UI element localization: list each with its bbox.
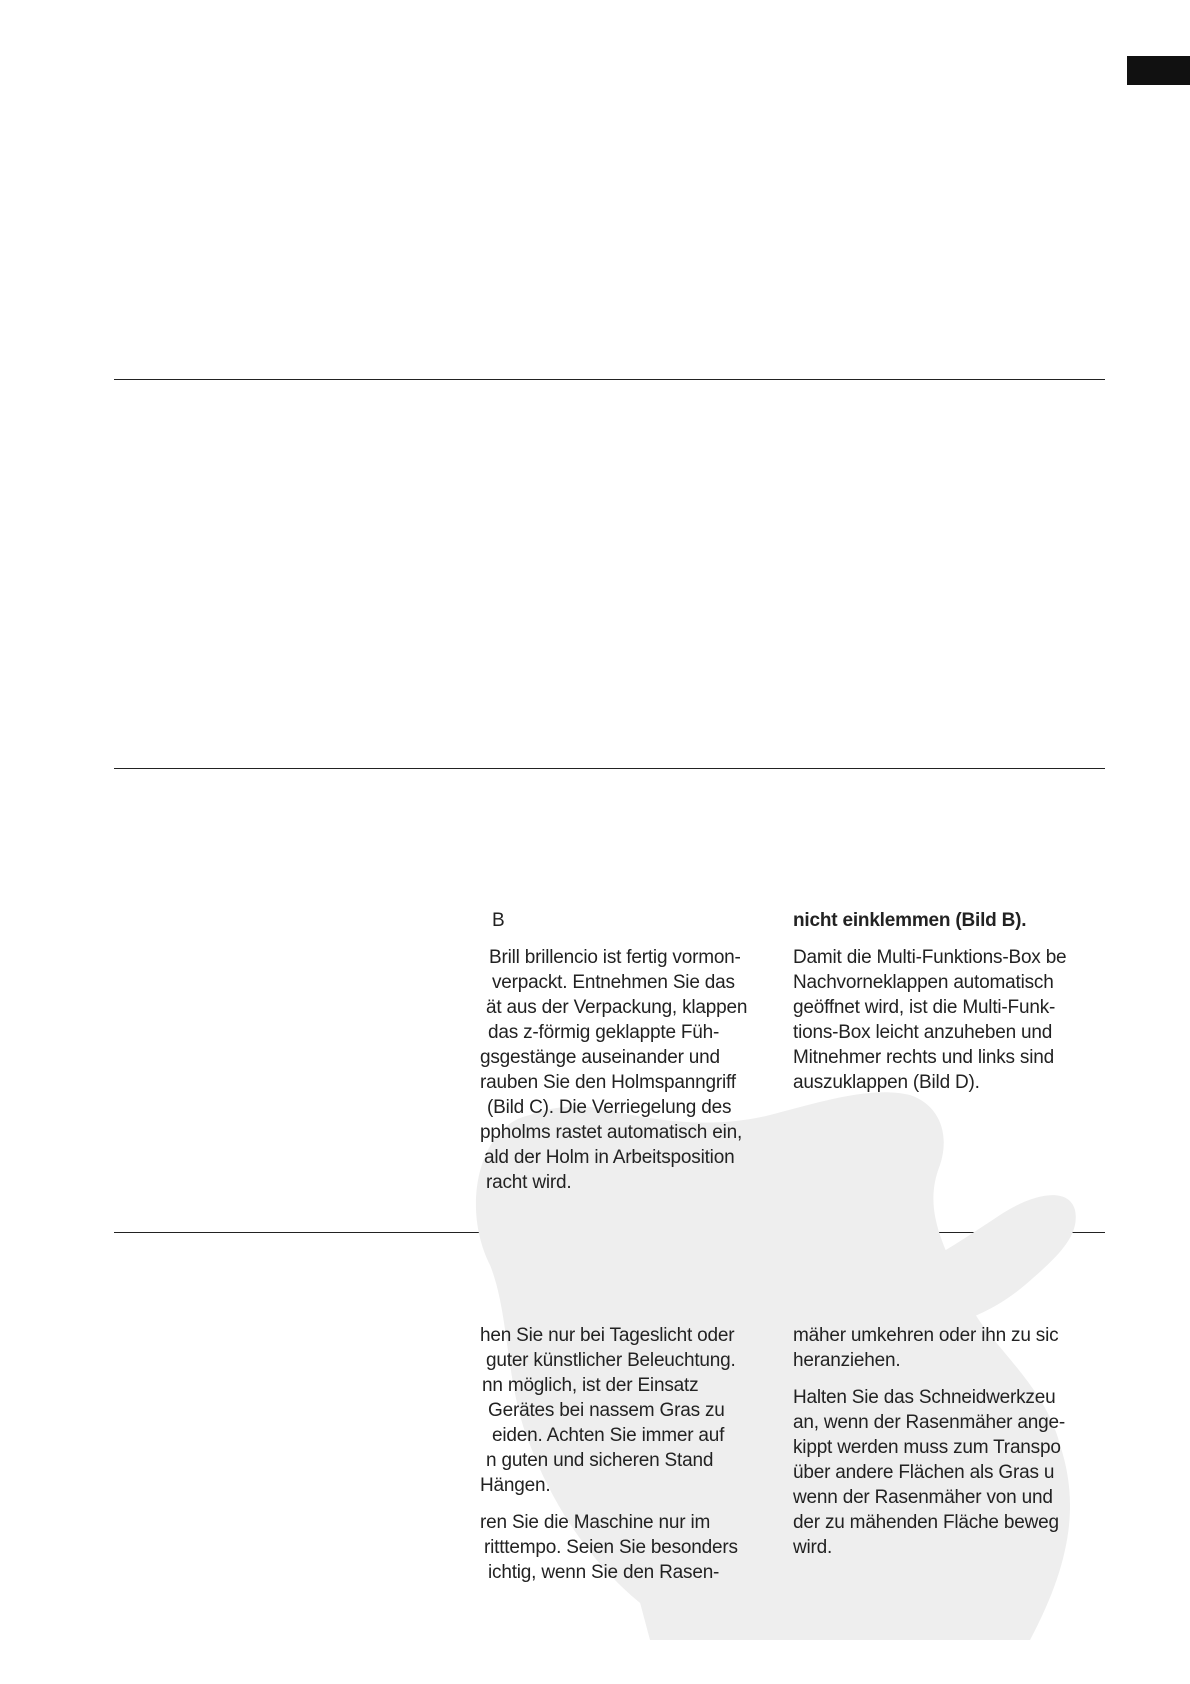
section-c-right-paragraph-1	[793, 1323, 1093, 1373]
text-line: wird.	[793, 1537, 833, 1558]
text-line: auszuklappen (Bild D).	[793, 1072, 980, 1093]
text-line: mäher umkehren oder ihn zu sic	[793, 1325, 1059, 1346]
section-c-left-column	[480, 1323, 780, 1597]
text-line: guter künstlicher Beleuchtung.	[486, 1350, 736, 1371]
text-line: racht wird.	[486, 1172, 572, 1193]
section-c-right-column	[793, 1323, 1093, 1572]
text-line: ritttempo. Seien Sie besonders	[484, 1537, 738, 1558]
text-line: eiden. Achten Sie immer auf	[492, 1425, 725, 1446]
section-c-left-paragraph-1	[480, 1323, 780, 1498]
text-line: Gerätes bei nassem Gras zu	[488, 1400, 725, 1421]
text-line: kippt werden muss zum Transpo	[793, 1437, 1061, 1458]
text-line: geöffnet wird, ist die Multi-Funk-	[793, 997, 1056, 1018]
text-line: hen Sie nur bei Tageslicht oder	[480, 1325, 735, 1346]
text-line: ppholms rastet automatisch ein,	[480, 1122, 743, 1143]
text-line: ren Sie die Maschine nur im	[480, 1512, 711, 1533]
text-line: ät aus der Verpackung, klappen	[486, 997, 748, 1018]
language-tab-marker	[1127, 56, 1190, 85]
text-line: n guten und sicheren Stand	[486, 1450, 714, 1471]
text-line: gsgestänge auseinander und	[480, 1047, 720, 1068]
section-divider-1	[114, 379, 1105, 380]
figure-label-b: B	[492, 910, 505, 931]
text-line: ald der Holm in Arbeitsposition	[484, 1147, 735, 1168]
section-b-right-column	[793, 908, 1093, 1107]
section-b-right-paragraph	[793, 945, 1093, 1095]
text-line: der zu mähenden Fläche beweg	[793, 1512, 1059, 1533]
text-line: tions-Box leicht anzuheben und	[793, 1022, 1053, 1043]
text-line: über andere Flächen als Gras u	[793, 1462, 1055, 1483]
text-line: heranziehen.	[793, 1350, 901, 1371]
section-c-left-paragraph-2	[480, 1510, 780, 1585]
section-b-left-paragraph	[480, 945, 780, 1195]
section-b-heading: nicht einklemmen (Bild B).	[793, 910, 1027, 931]
text-line: das z-förmig geklappte Füh-	[488, 1022, 720, 1043]
text-line: rauben Sie den Holmspanngriff	[480, 1072, 736, 1093]
text-line: (Bild C). Die Verriegelung des	[487, 1097, 732, 1118]
text-line: Damit die Multi-Funktions-Box be	[793, 947, 1067, 968]
text-line: nn möglich, ist der Einsatz	[482, 1375, 699, 1396]
section-divider-2	[114, 768, 1105, 769]
text-line: ichtig, wenn Sie den Rasen-	[488, 1562, 720, 1583]
section-c-right-paragraph-2	[793, 1385, 1093, 1560]
text-line: Brill brillencio ist fertig vormon-	[489, 947, 741, 968]
text-line: verpackt. Entnehmen Sie das	[492, 972, 735, 993]
text-line: Halten Sie das Schneidwerkzeu	[793, 1387, 1056, 1408]
text-line: Nachvorneklappen automatisch	[793, 972, 1054, 993]
text-line: wenn der Rasenmäher von und	[793, 1487, 1053, 1508]
text-line: an, wenn der Rasenmäher ange-	[793, 1412, 1065, 1433]
section-b-left-column	[480, 908, 780, 1207]
text-line: Mitnehmer rechts und links sind	[793, 1047, 1054, 1068]
text-line: Hängen.	[480, 1475, 551, 1496]
